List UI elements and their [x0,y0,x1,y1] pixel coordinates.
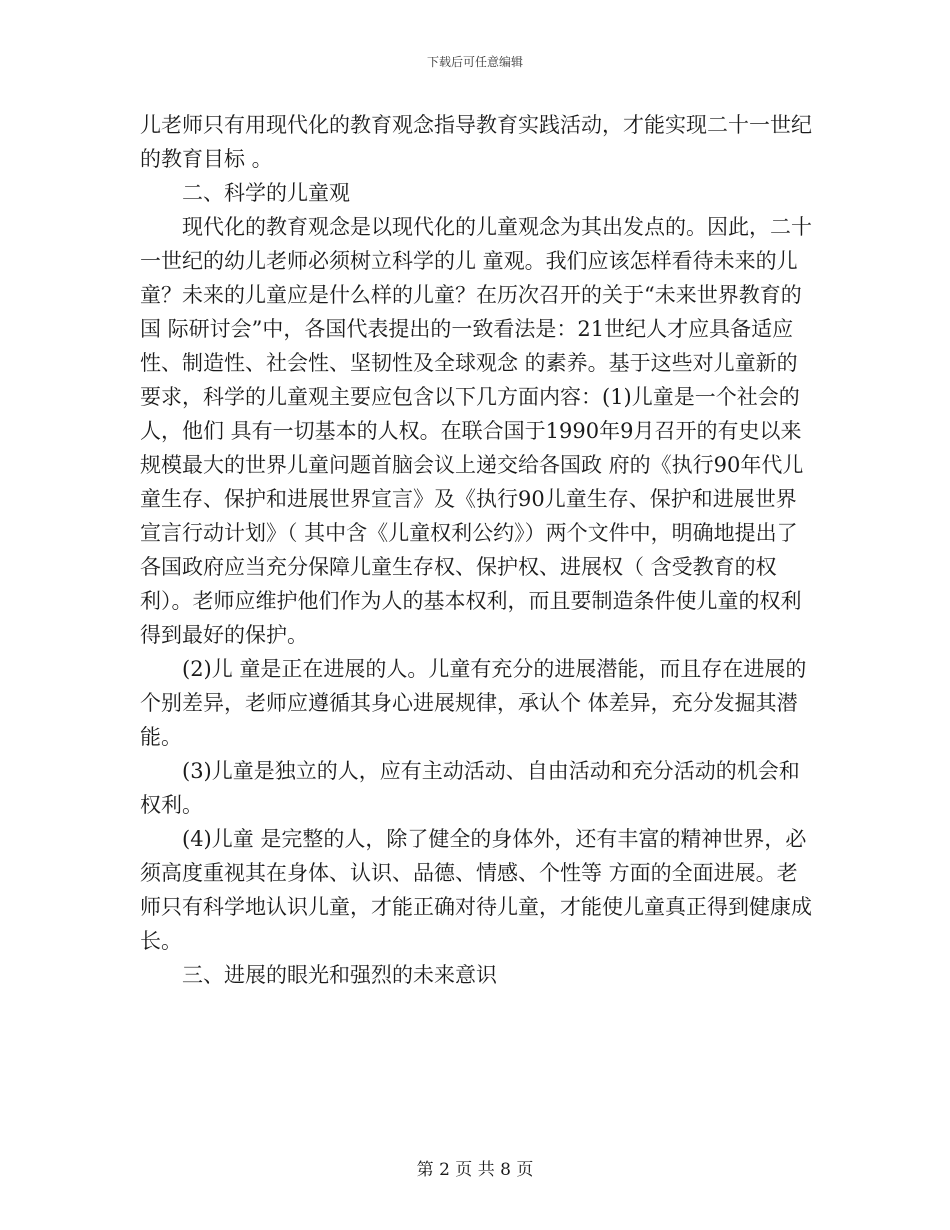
page-number: 第 2 页 共 8 页 [416,1160,534,1180]
document-body [140,108,815,992]
section-heading-2: 二、科学的儿童观 [182,181,350,205]
paragraph-2: 现代化的教育观念是以现代化的儿童观念为其出发点的。因此，二十一世纪的幼儿老师必须树立科学的儿 童观。我们应该怎样看待未来的儿童？未来的儿童应是什么样的儿童？在历次召开的关于“未来世界教育的国 际研讨会”中，各国代表提出的一致看法是：21世纪人才应具备适应性、制造性、社会性、坚韧性及全球观念 的素养。基于这些对儿童新的要求，科学的儿童观主要应包含以下几方面内容：(1)儿童是一个社会的人，他们 具有一切基本的人权。在联合国于1990年9月召开的有史以来规模最大的世界儿童问题首脑会议上递交给各国政 府的《执行90年代儿童生存、保护和进展世界宣言》及《执行90儿童生存、保护和进展世界宣言行动计划》（ 其中含《儿童权利公约》）两个文件中，明确地提出了各国政府应当充分保障儿童生存权、保护权、进展权（ 含受教育的权利）。老师应维护他们作为人的基本权利，而且要制造条件使儿童的权利得到最好的保护。 [140,215,812,647]
section-heading-3: 三、进展的眼光和强烈的未来意识 [182,963,497,987]
paragraph-5: (4)儿童 是完整的人，除了健全的身体外，还有丰富的精神世界，必须高度重视其在身体、认识、品德、情感、个性等 方面的全面进展。老师只有科学地认识儿童，才能正确对待儿童，才能使儿童真正得到健康成长。 [140,827,812,953]
page-header: 下载后可任意编辑 [426,55,523,69]
paragraph-1: 儿老师只有用现代化的教育观念指导教育实践活动，才能实现二十一世纪的教育目标 。 [140,113,812,171]
paragraph-3: (2)儿 童是正在进展的人。儿童有充分的进展潜能，而且存在进展的个别差异，老师应遵循其身心进展规律，承认个 体差异，充分发掘其潜能。 [140,657,807,749]
paragraph-4: (3)儿童是独立的人，应有主动活动、自由活动和充分活动的机会和权利。 [140,759,800,817]
